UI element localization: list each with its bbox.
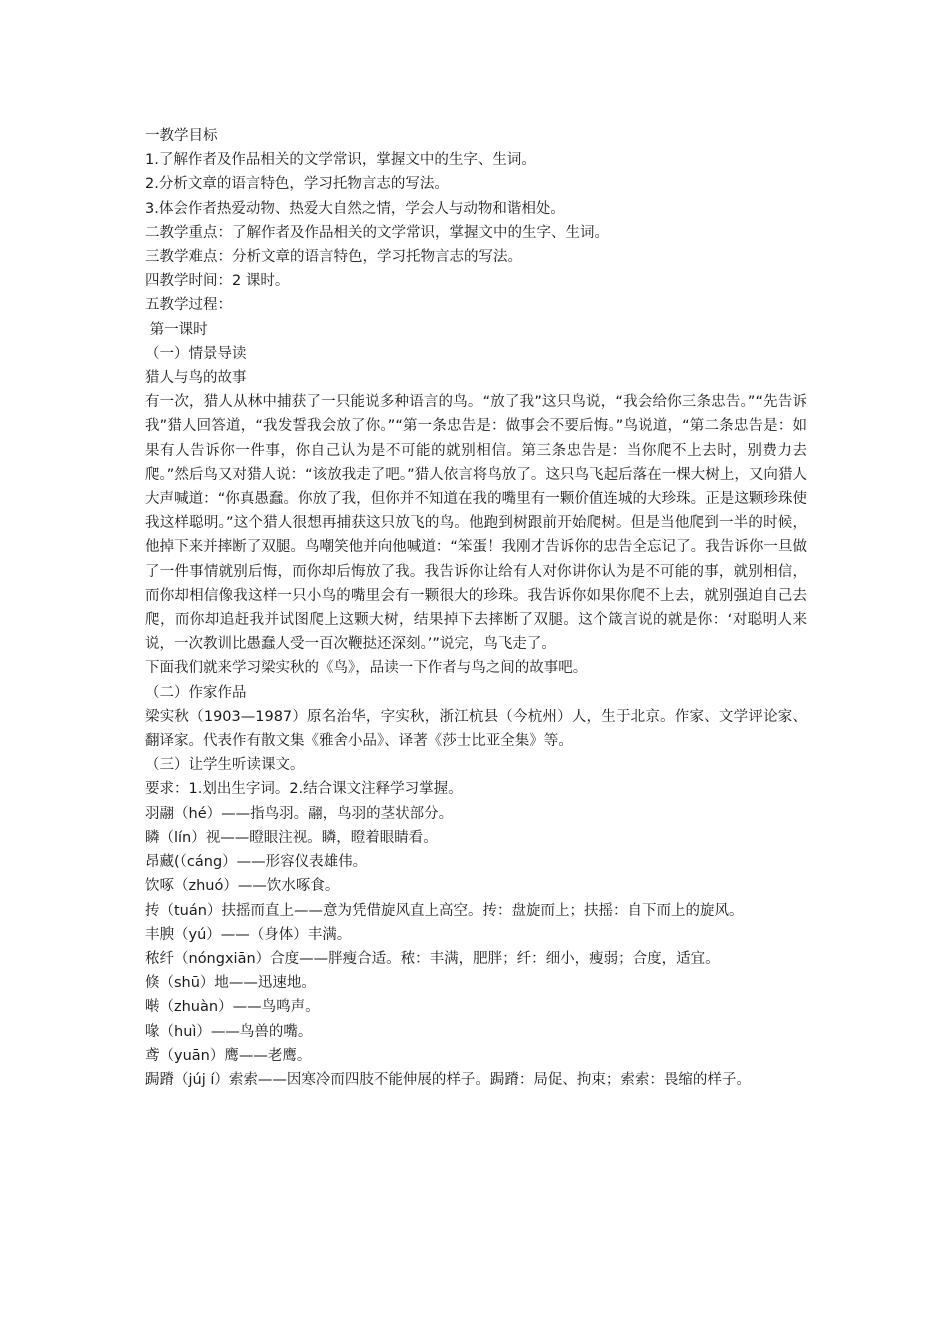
teaching-difficulties: 三教学难点：分析文章的语言特色，学习托物言志的写法。 (145, 249, 522, 266)
goal-item-1: 1.了解作者及作品相关的文学常识，掌握文中的生字、生词。 (145, 152, 536, 169)
story-paragraph: 有一次，猎人从林中捕获了一只能说多种语言的鸟。“放了我”这只鸟说，“我会给你三条忠告。”“先告诉我”猎人回答道，“我发誓我会放了你。”“第一条忠告是：做事会不要后悔。”鸟说道，“第二条忠告是：如果有人告诉你一件事，你自己认为是不可能的就别相信。第三条忠告是：当你爬不上去时，别费力去爬。”然后鸟又对猎人说：“该放我走了吧。”猎人依言将鸟放了。这只鸟飞起后落在一棵大树上，又向猎人大声喊道：“你真愚蠢。你放了我，但你并不知道在我的嘴里有一颗价值连城的大珍珠。正是这颗珍珠使我这样聪明。”这个猎人很想再捕获这只放飞的鸟。他跑到树跟前开始爬树。但是当他爬到一半的时候，他掉下来并摔断了双腿。鸟嘲笑他并向他喊道：“笨蛋！我刚才告诉你的忠告全忘记了。我告诉你一旦做了一件事情就别后悔，而你却后悔放了我。我告诉你让给有人对你讲你认为是不可能的事，就别相信，而你却相信像我这样一只小鸟的嘴里会有一颗很大的珍珠。我告诉你如果你爬不上去，就别强迫自己去爬，而你却追赶我并试图爬上这颗大树，结果掉下去摔断了双腿。这个箴言说的就是你：‘对聪明人来说，一次教训比愚蠢人受一百次鞭挞还深刻。’”说完，鸟飞走了。 (145, 394, 807, 653)
heading-teaching-goals: 一教学目标 (145, 128, 218, 144)
vocab-item: 啭（zhuàn）——鸟鸣声。 (145, 999, 320, 1016)
vocab-item: 喙（huì）——鸟兽的嘴。 (145, 1023, 313, 1040)
teaching-time: 四教学时间：2 课时。 (145, 273, 290, 290)
requirements-line: 要求：1.划出生字词。2.结合课文注释学习掌握。 (145, 781, 463, 798)
author-paragraph: 梁实秋（1903—1987）原名治华，字实秋，浙江杭县（今杭州）人，生于北京。作家、文学评论家、翻译家。代表作有散文集《雅舍小品》、译著《莎士比亚全集》等。 (145, 708, 807, 750)
section-heading-author: （二）作家作品 (145, 684, 247, 701)
vocab-item: 跼蹐（júj í）索索——因寒冷而四肢不能伸展的样子。跼蹐：局促、拘束；索索：畏缩的样子。 (145, 1071, 751, 1088)
vocab-item: 饮啄（zhuó）——饮水啄食。 (145, 878, 340, 895)
goal-item-2: 2.分析文章的语言特色，学习托物言志的写法。 (145, 176, 449, 193)
goal-item-3: 3.体会作者热爱动物、热爱大自然之情，学会人与动物和谐相处。 (145, 200, 565, 217)
vocab-item: 瞵（lín）视——瞪眼注视。瞵，瞪着眼睛看。 (145, 829, 438, 846)
section-heading-listening: （三）让学生听读课文。 (145, 757, 305, 774)
teaching-key-points: 二教学重点：了解作者及作品相关的文学常识，掌握文中的生字、生词。 (145, 224, 609, 241)
heading-teaching-process: 五教学过程： (145, 297, 232, 314)
vocab-item: 鸢（yuān）鹰——老鹰。 (145, 1047, 312, 1064)
story-title: 猎人与鸟的故事 (145, 370, 247, 387)
vocab-item: 昂藏(（cáng）——形容仪表雄伟。 (145, 854, 368, 871)
vocab-item: 秾纤（nóngxiān）合度——胖瘦合适。秾：丰满，肥胖；纤：细小，瘦弱；合度，适宜。 (145, 950, 720, 967)
vocab-item: 羽翮（hé）——指鸟羽。翮，鸟羽的茎状部分。 (145, 805, 454, 822)
first-lesson-label: 第一课时 (145, 321, 208, 338)
document-body (145, 124, 807, 1092)
transition-paragraph: 下面我们就来学习梁实秋的《鸟》，品读一下作者与鸟之间的故事吧。 (145, 660, 588, 677)
section-heading-intro: （一）情景导读 (145, 345, 247, 362)
vocab-item: 倏（shū）地——迅速地。 (145, 975, 316, 992)
vocab-item: 丰腴（yú）——（身体）丰满。 (145, 926, 352, 943)
vocab-item: 抟（tuán）扶摇而直上——意为凭借旋风直上高空。抟：盘旋而上；扶摇：自下而上的旋风。 (145, 902, 744, 919)
